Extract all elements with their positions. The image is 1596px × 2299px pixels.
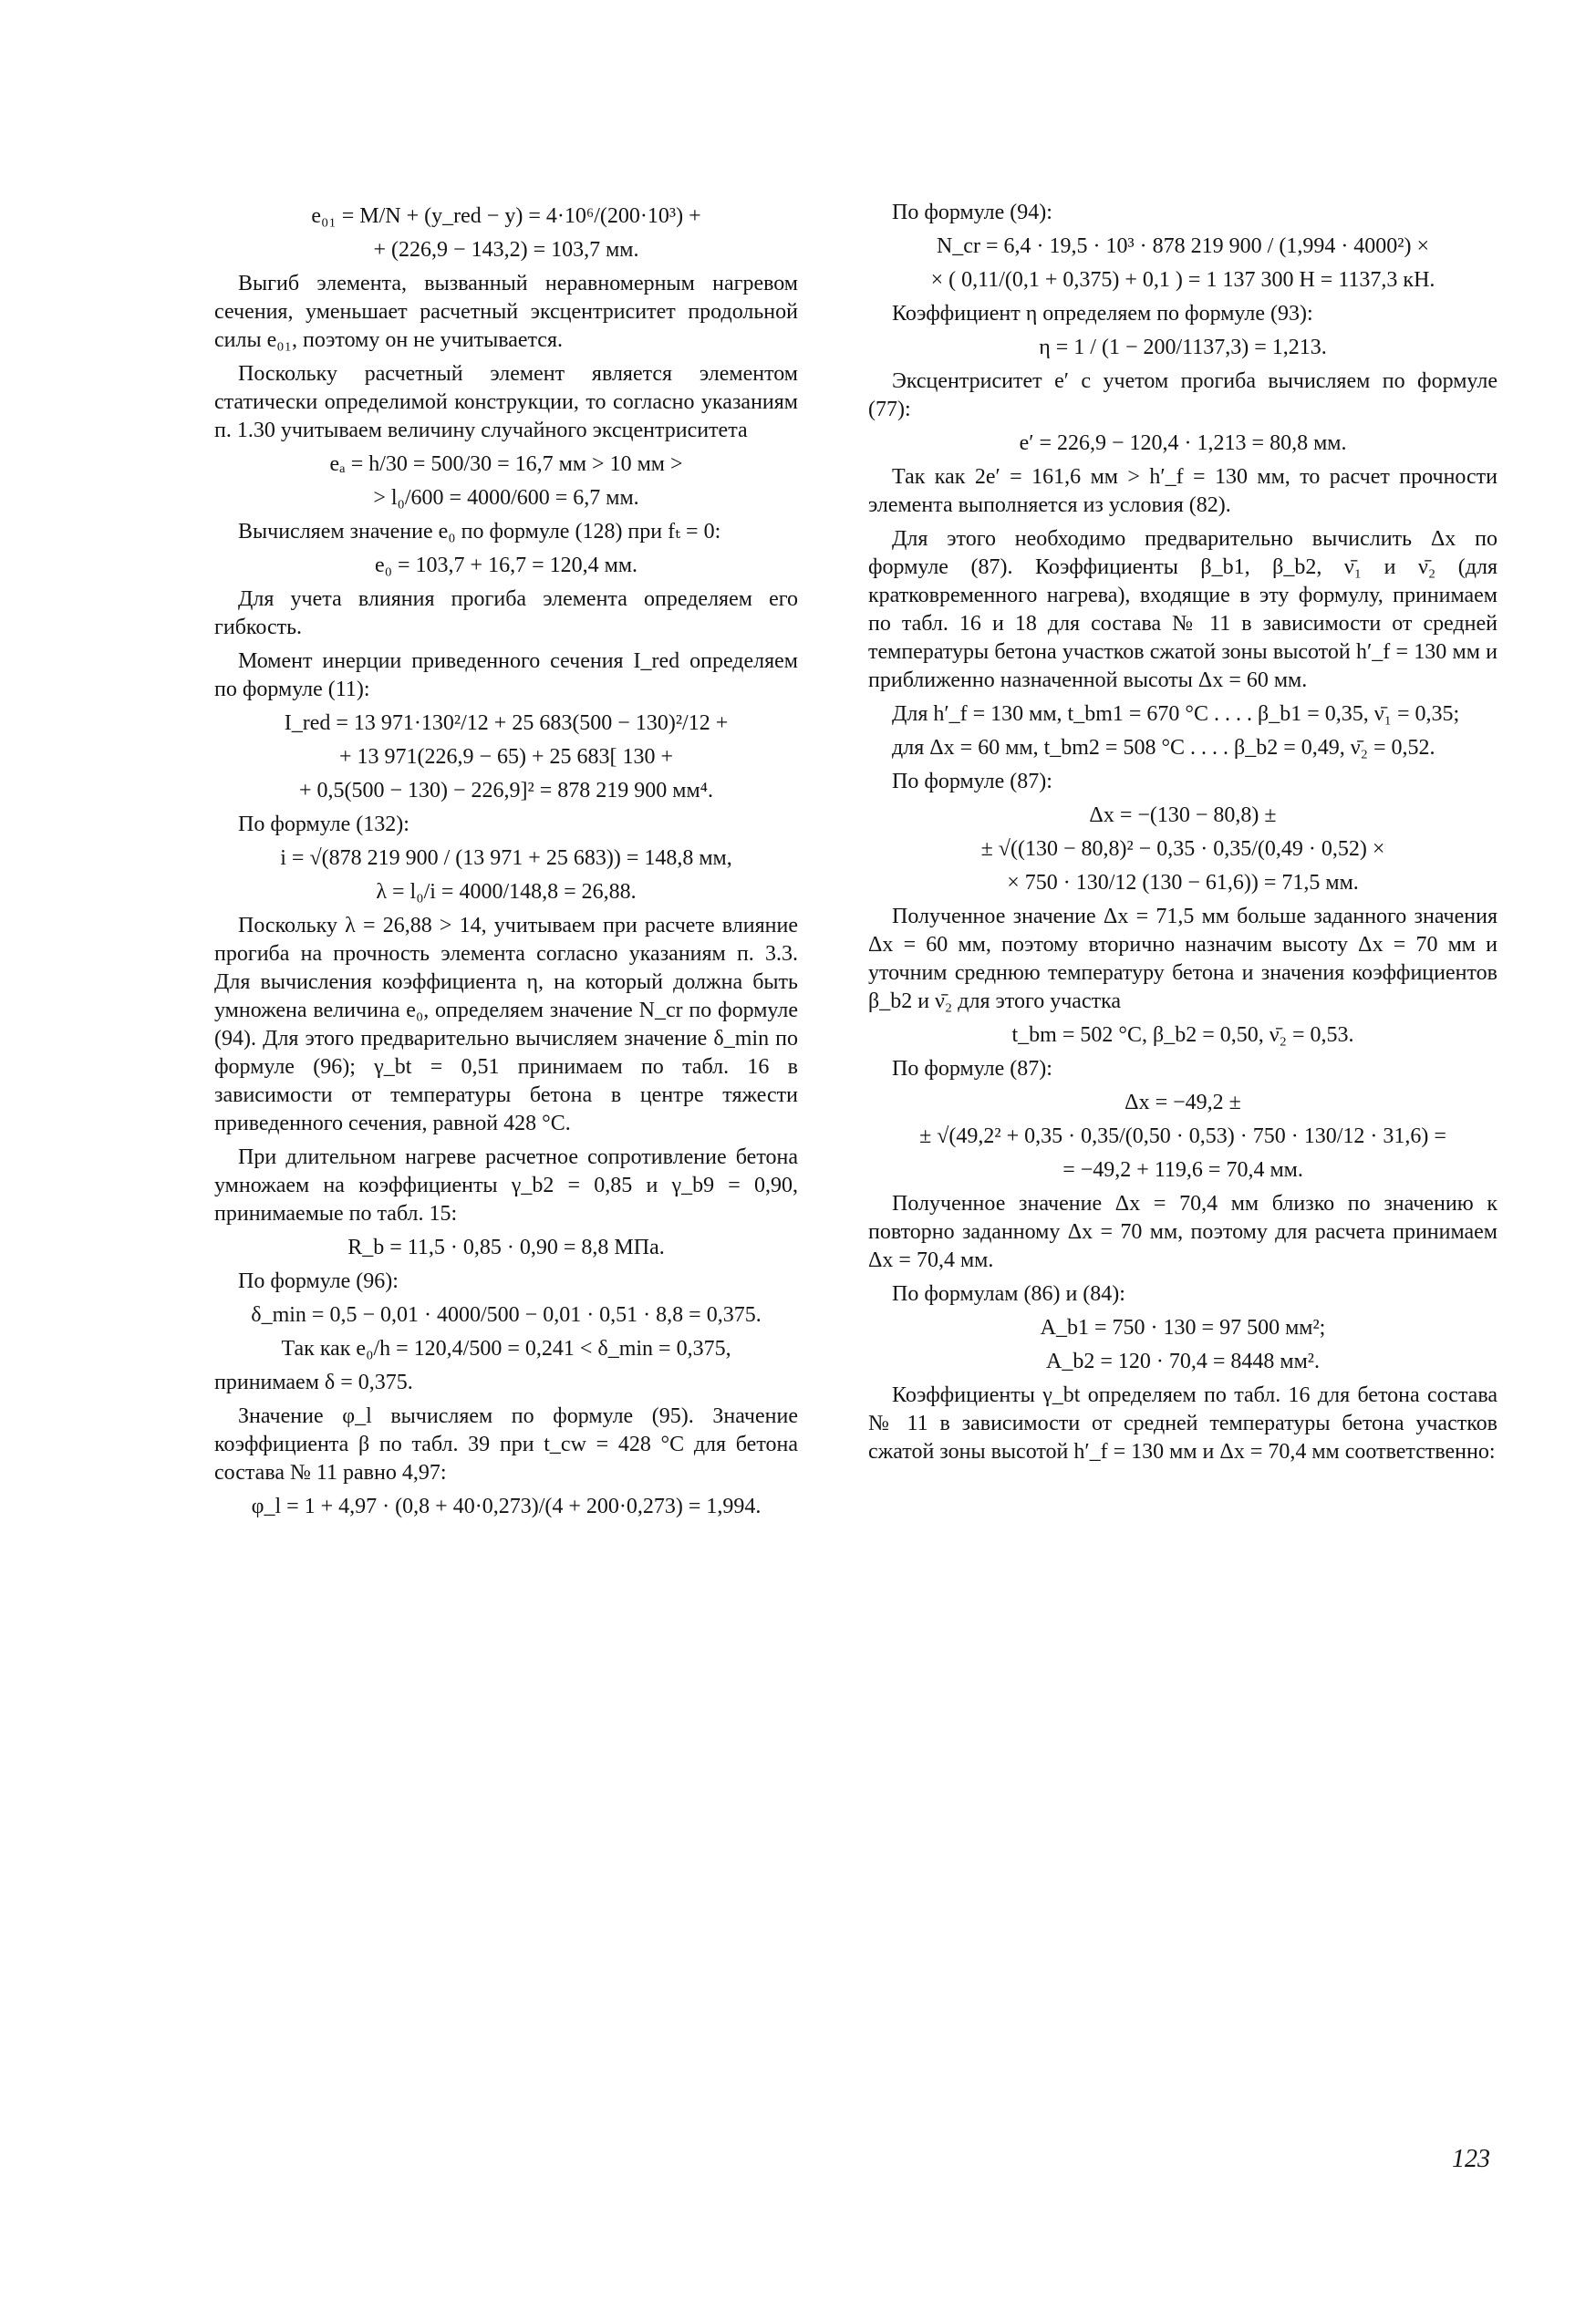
formula-dx-cont: ± √((130 − 80,8)² − 0,35 · 0,35/(0,49 · 0,52) × (980, 837, 1385, 861)
formula-i: i = √(878 219 900 / (13 971 + 25 683)) = 148,8 мм, (280, 846, 732, 870)
right-column (868, 199, 1498, 1472)
page-number: 123 (1452, 2145, 1490, 2173)
paragraph: Для учета влияния прогиба элемента определяем его гибкость. (214, 587, 798, 639)
formula-e-prime: e′ = 226,9 − 120,4 · 1,213 = 80,8 мм. (1019, 431, 1347, 455)
formula-ea: eₐ = h/30 = 500/30 = 16,7 мм > 10 мм > (329, 452, 683, 476)
paragraph: Поскольку расчетный элемент является элементом статически определимой конструкции, то согласно указаниям п. 1.30 учитываем величину случайного эксцентриситета (214, 362, 798, 442)
paragraph: По формуле (87): (892, 770, 1052, 793)
formula-rb: R_b = 11,5 · 0,85 · 0,90 = 8,8 МПа. (347, 1236, 665, 1259)
paragraph: Полученное значение Δx = 71,5 мм больше заданного значения Δx = 60 мм, поэтому вторично назначим высоту Δx = 70 мм и уточним среднюю температуру бетона и значения коэффициентов β_b2 и ν̄₂ для этого участка (868, 905, 1498, 1013)
left-column (214, 199, 798, 1527)
paragraph: Вычисляем значение e₀ по формуле (128) при fₜ = 0: (238, 520, 721, 544)
paragraph: Поскольку λ = 26,88 > 14, учитываем при расчете влияние прогиба на прочность элемента согласно указаниям п. 3.3. Для вычисления коэффициента η, на который должна быть умножена величина e₀, определяем значение N_cr по формуле (94). Для этого предварительно вычисляем значение δ_min по формуле (96); γ_bt = 0,51 принимаем по табл. 16 в зависимости от температуры бетона в центре тяжести приведенного сечения, равной 428 °C. (214, 914, 798, 1135)
formula-dx-cont2: × 750 · 130/12 (130 − 61,6)) = 71,5 мм. (1007, 871, 1359, 895)
paragraph: для Δx = 60 мм, t_bm2 = 508 °C . . . . β_b2 = 0,49, ν̄₂ = 0,52. (892, 736, 1435, 760)
formula-ired: I_red = 13 971·130²/12 + 25 683(500 − 130)²/12 + (284, 711, 729, 735)
formula-ired-cont: + 13 971(226,9 − 65) + 25 683[ 130 + (338, 745, 674, 769)
formula-e01-cont: + (226,9 − 143,2) = 103,7 мм. (373, 238, 639, 262)
paragraph: принимаем δ = 0,375. (214, 1371, 413, 1394)
paragraph: При длительном нагреве расчетное сопротивление бетона умножаем на коэффициенты γ_b2 = 0,85 и γ_b9 = 0,90, принимаемые по табл. 15: (214, 1145, 798, 1226)
paragraph: Момент инерции приведенного сечения I_red определяем по формуле (11): (214, 649, 798, 701)
formula-delta-min: δ_min = 0,5 − 0,01 · 4000/500 − 0,01 · 0,51 · 8,8 = 0,375. (251, 1303, 762, 1327)
formula-ab1: A_b1 = 750 · 130 = 97 500 мм²; (1040, 1316, 1326, 1340)
paragraph: Эксцентриситет e′ с учетом прогиба вычисляем по формуле (77): (868, 369, 1498, 421)
formula-lambda: λ = l₀/i = 4000/148,8 = 26,88. (376, 880, 637, 904)
formula-e0-h: Так как e₀/h = 120,4/500 = 0,241 < δ_min = 0,375, (281, 1337, 731, 1361)
paragraph: Значение φ_l вычисляем по формуле (95). Значение коэффициента β по табл. 39 при t_cw = 428 °C для бетона состава № 11 равно 4,97: (214, 1404, 798, 1485)
formula-eta: η = 1 / (1 − 200/1137,3) = 1,213. (1039, 336, 1327, 359)
paragraph: Полученное значение Δx = 70,4 мм близко по значению к повторно заданному Δx = 70 мм, поэтому для расчета принимаем Δx = 70,4 мм. (868, 1192, 1498, 1272)
paragraph: По формуле (96): (238, 1269, 399, 1293)
formula-phi: φ_l = 1 + 4,97 · (0,8 + 40·0,273)/(4 + 200·0,273) = 1,994. (251, 1495, 762, 1518)
paragraph: Коэффициент η определяем по формуле (93): (892, 302, 1313, 326)
formula-ncr: N_cr = 6,4 · 19,5 · 10³ · 878 219 900 / (1,994 · 4000²) × (936, 234, 1430, 258)
paragraph: Для h′_f = 130 мм, t_bm1 = 670 °C . . . . β_b1 = 0,35, ν̄₁ = 0,35; (892, 702, 1460, 726)
paragraph: По формуле (94): (892, 201, 1052, 224)
paragraph: Для этого необходимо предварительно вычислить Δx по формуле (87). Коэффициенты β_b1, β_b2, ν̄₁ и ν̄₂ (для кратковременного нагрева), входящие в эту формулу, принимаем по табл. 16 и 18 для состава № 11 в зависимости от средней температуры бетона участков сжатой зоны высотой h′_f = 130 мм и приближенно назначенной высоты Δx = 60 мм. (868, 527, 1498, 692)
formula-e01: e₀₁ = M/N + (y_red − y) = 4·10⁶/(200·10³) + (311, 204, 701, 228)
formula-dx2-cont2: = −49,2 + 119,6 = 70,4 мм. (1062, 1158, 1303, 1182)
formula-e0: e₀ = 103,7 + 16,7 = 120,4 мм. (375, 554, 637, 577)
formula-ea-cont: > l₀/600 = 4000/600 = 6,7 мм. (373, 486, 639, 510)
formula-ab2: A_b2 = 120 · 70,4 = 8448 мм². (1046, 1350, 1320, 1373)
formula-ired-cont2: + 0,5(500 − 130) − 226,9]² = 878 219 900 мм⁴. (298, 779, 714, 803)
paragraph: Коэффициенты γ_bt определяем по табл. 16 для бетона состава № 11 в зависимости от средней температуры бетона участков сжатой зоны высотой h′_f = 130 мм и Δx = 70,4 мм соответственно: (868, 1383, 1498, 1464)
formula-dx2: Δx = −49,2 ± (1124, 1091, 1241, 1114)
paragraph: По формуле (132): (238, 813, 409, 836)
formula-dx: Δx = −(130 − 80,8) ± (1089, 803, 1277, 827)
formula-tbm: t_bm = 502 °C, β_b2 = 0,50, ν̄₂ = 0,53. (1011, 1023, 1354, 1047)
paragraph: По формуле (87): (892, 1057, 1052, 1081)
formula-dx2-cont: ± √(49,2² + 0,35 · 0,35/(0,50 · 0,53) · 750 · 130/12 · 31,6) = (919, 1124, 1446, 1148)
paragraph: По формулам (86) и (84): (892, 1282, 1125, 1306)
paragraph: Выгиб элемента, вызванный неравномерным нагревом сечения, уменьшает расчетный эксцентриситет продольной силы e₀₁, поэтому он не учитывается. (214, 272, 798, 352)
formula-ncr-cont: × ( 0,11/(0,1 + 0,375) + 0,1 ) = 1 137 300 Н = 1137,3 кН. (930, 268, 1435, 292)
paragraph: Так как 2e′ = 161,6 мм > h′_f = 130 мм, то расчет прочности элемента выполняется из условия (82). (868, 465, 1498, 517)
